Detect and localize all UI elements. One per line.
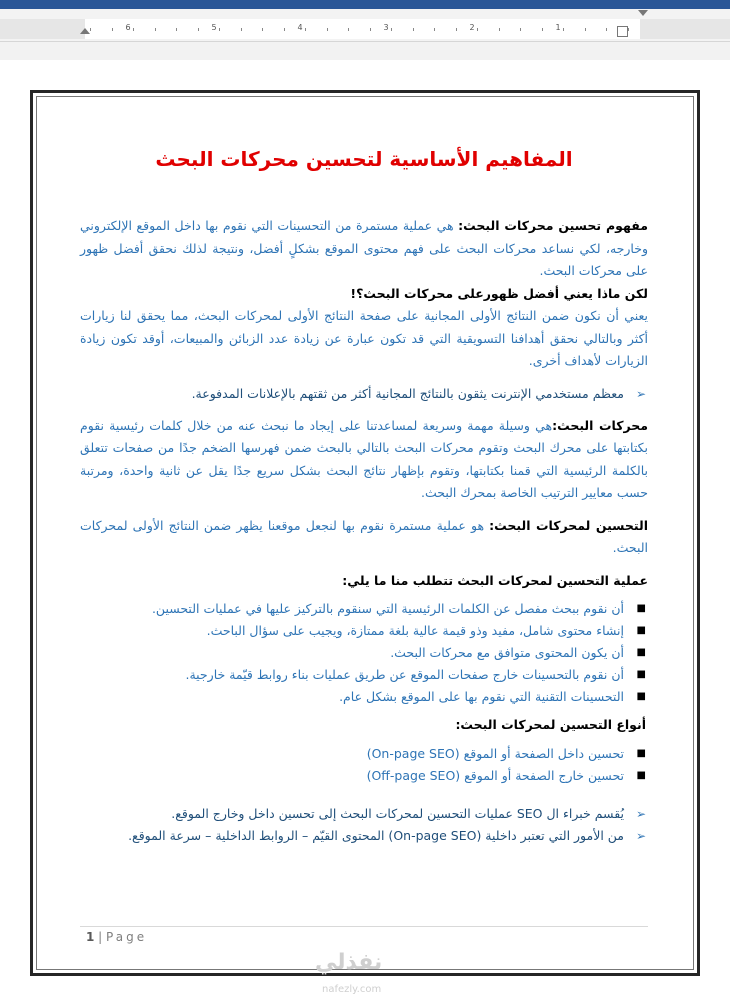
seo-definition-paragraph	[80, 215, 648, 283]
ruler-tick	[563, 28, 564, 31]
footer-separator: |	[94, 930, 107, 944]
watermark-logo: نفذلي	[315, 950, 383, 975]
ruler-tick	[499, 28, 500, 31]
square-bullet-icon: ■	[636, 691, 646, 702]
ruler-tick	[434, 28, 435, 31]
arrow-point: ➢ معظم مستخدمي الإنترنت يثقون بالنتائج المجانية أكثر من ثقتهم بالإعلانات المدفوعة.	[80, 383, 624, 405]
first-line-indent-marker[interactable]	[638, 10, 648, 16]
ruler-number: 6	[125, 23, 131, 32]
seo-definition-text: هي عملية مستمرة من التحسينات التي نقوم بها داخل الموقع الإلكتروني وخارجه، لكي نساعد محركات البحث على فهم محتوى الموقع بشكلٍ أفضل، ونتيجة لذلك نحقق أفضل ظهور على محركات البحث.	[80, 218, 648, 278]
list-item: ■ التحسينات التقنية التي نقوم بها على الموقع بشكل عام.	[80, 686, 624, 708]
left-indent-marker[interactable]	[80, 28, 90, 34]
list-item: ■ أن يكون المحتوى متوافق مع محركات البحث.	[80, 642, 624, 664]
arrow-bullet-icon: ➢	[635, 806, 646, 821]
ruler-tick	[520, 28, 521, 31]
ruler-tick	[327, 28, 328, 31]
question-answer: يعني أن نكون ضمن النتائج الأولى المجانية على صفحة النتائج الأولى لمحركات البحث، مما يحقق لنا زيارات أكثر وبالتالي نحقق أهدافنا التسويقية التي قد تكون عبارة عن زيادة عدد الزبائن والمبيعات، أوقد تكون زيادة الزيارات لأهداف أخرى.	[80, 308, 648, 368]
right-indent-marker[interactable]	[617, 26, 628, 37]
ruler-number: 4	[297, 23, 303, 32]
document-body[interactable]	[80, 135, 648, 847]
ruler-tick	[370, 28, 371, 31]
ruler-margin-right	[640, 19, 730, 39]
ruler-number: 2	[469, 23, 475, 32]
optimization-text: هو عملية مستمرة نقوم بها لنجعل موقعنا يظهر ضمن النتائج الأولى لمحركات البحث.	[80, 517, 648, 555]
question-heading: لكن ماذا يعني أفضل ظهورعلى محركات البحث؟!	[350, 285, 648, 301]
watermark-url: nafezly.com	[322, 984, 382, 995]
search-engines-text: هي وسيلة مهمة وسريعة لمساعدتنا على إيجاد ما نبحث عنه من خلال كلمات رئيسية نقوم بكتابتها على محرك البحث وتقوم محركات البحث بالتالي بالبحث ضمن فهرسها الضخم جدًا من صفحات تتعلق بالكلمة الرئيسية التي قمنا بكتابتها، وتقوم بإظهار نتائج البحث بشكل سريع جدًا يقل عن ثانية واحدة، ومرتبة حسب معايير الترتيب الخاصة بمحرك البحث.	[80, 417, 648, 500]
document-title: المفاهيم الأساسية لتحسين محركات البحث	[155, 147, 573, 171]
arrow-point: ➢ يُقسم خبراء ال SEO عمليات التحسين لمحركات البحث إلى تحسين داخل وخارج الموقع.	[80, 803, 624, 825]
square-bullet-icon: ■	[636, 769, 646, 781]
square-bullet-icon: ■	[636, 647, 646, 658]
square-bullet-icon: ■	[636, 625, 646, 636]
list-item: ■ تحسين داخل الصفحة أو الموقع (On-page SEO)	[80, 743, 624, 765]
ruler-tick	[305, 28, 306, 31]
types-list	[80, 743, 648, 787]
ruler-tick	[284, 28, 285, 31]
square-bullet-icon: ■	[636, 603, 646, 614]
search-engines-paragraph	[80, 415, 648, 505]
ruler-tick	[413, 28, 414, 31]
ruler-tick	[456, 28, 457, 31]
arrow-bullet-icon: ➢	[635, 386, 646, 401]
ruler-margin-left	[0, 19, 85, 39]
list-item: ■ تحسين خارج الصفحة أو الموقع (Off-page SEO)	[80, 765, 624, 787]
ruler-number: 3	[383, 23, 389, 32]
footer-divider	[80, 926, 648, 927]
ruler-tick	[155, 28, 156, 31]
ruler-tick	[133, 28, 134, 31]
list-item: ■ أن نقوم بالتحسينات خارج صفحات الموقع عن طريق عمليات بناء روابط قيّمة خارجية.	[80, 664, 624, 686]
ruler-tick	[542, 28, 543, 31]
list-item: ■ إنشاء محتوى شامل، مفيد وذو قيمة عالية بلغة ممتازة، ويجيب على سؤال الباحث.	[80, 620, 624, 642]
arrow-point: ➢ من الأمور التي تعتبر داخلية (On-page SEO) المحتوى القيّم – الروابط الداخلية – سرعة الموقع.	[80, 825, 624, 847]
page-number: 1	[86, 930, 95, 944]
square-bullet-icon: ■	[636, 669, 646, 680]
ruler-tick	[348, 28, 349, 31]
optimization-label: التحسين لمحركات البحث:	[489, 517, 648, 533]
ruler-tick	[112, 28, 113, 31]
ruler-tick	[477, 28, 478, 31]
seo-definition-label: مفهوم تحسين محركات البحث:	[458, 218, 648, 233]
ruler-number: 1	[555, 23, 561, 32]
arrow-bullet-icon: ➢	[635, 828, 646, 843]
ruler-tick	[90, 28, 91, 31]
requirements-list	[80, 598, 648, 708]
ruler-tick	[585, 28, 586, 31]
search-engines-label: محركات البحث:	[552, 417, 648, 433]
page-label: Page	[106, 930, 148, 944]
optimization-paragraph	[80, 515, 648, 560]
ruler-tick	[176, 28, 177, 31]
requirements-heading: عملية التحسين لمحركات البحث تتطلب منا ما يلي:	[342, 572, 648, 588]
types-heading: أنواع التحسين لمحركات البحث:	[455, 717, 646, 732]
square-bullet-icon: ■	[636, 747, 646, 759]
ruler-tick	[241, 28, 242, 31]
ruler-tick	[219, 28, 220, 31]
page-footer	[86, 930, 147, 944]
ruler-tick	[606, 28, 607, 31]
ruler-tick	[262, 28, 263, 31]
ruler-tick	[198, 28, 199, 31]
ruler-number: 5	[211, 23, 217, 32]
list-item: ■ أن نقوم ببحث مفصل عن الكلمات الرئيسية التي سنقوم بالتركيز عليها في عمليات التحسين.	[80, 598, 624, 620]
arrow-list	[80, 803, 648, 847]
ruler-tick	[391, 28, 392, 31]
title-bar	[0, 0, 730, 9]
